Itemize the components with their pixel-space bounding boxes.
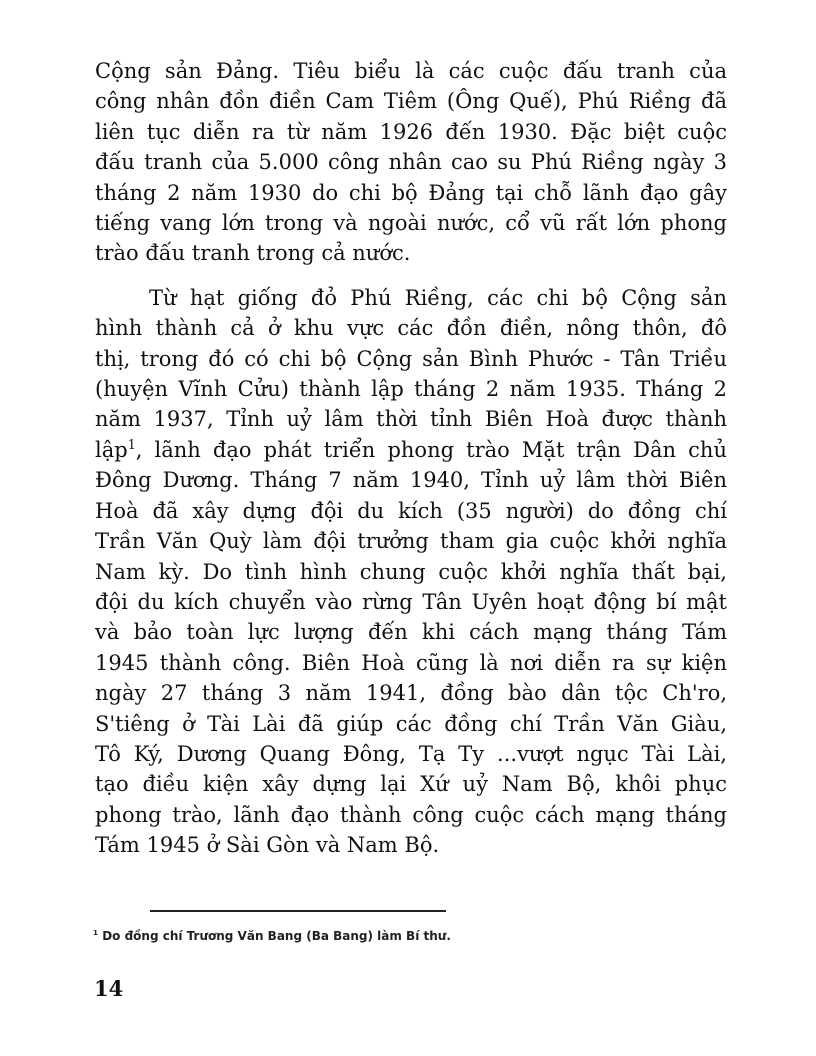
text-line: đấu tranh của 5.000 công nhân cao su Phú Riềng ngày 3 <box>95 150 727 175</box>
text-line: tiếng vang lớn trong và ngoài nước, cổ vũ rất lớn phong <box>95 211 727 236</box>
footnote-reference[interactable]: 1 <box>127 436 136 452</box>
text-line: đội du kích chuyển vào rừng Tân Uyên hoạt động bí mật <box>95 589 727 614</box>
text-fragment: lập <box>95 437 128 462</box>
paragraph-gap <box>95 269 727 283</box>
text-line: Nam kỳ. Do tình hình chung cuộc khởi nghĩa thất bại, <box>95 559 727 584</box>
text-line: tạo điều kiện xây dựng lại Xứ uỷ Nam Bộ, khôi phục <box>95 772 727 797</box>
paragraph-1 <box>95 56 727 269</box>
text-line-with-footnote <box>95 435 727 465</box>
text-line: tháng 2 năm 1930 do chi bộ Đảng tại chỗ lãnh đạo gây <box>95 180 727 205</box>
text-line: hình thành cả ở khu vực các đồn điền, nông thôn, đô <box>95 316 727 341</box>
text-line: phong trào, lãnh đạo thành công cuộc cách mạng tháng <box>95 802 727 827</box>
text-fragment: , lãnh đạo phát triển phong trào Mặt trận Dân chủ <box>135 437 727 462</box>
text-line: Hoà đã xây dựng đội du kích (35 người) do đồng chí <box>95 498 727 523</box>
text-line: thị, trong đó có chi bộ Cộng sản Bình Phước - Tân Triều <box>95 346 727 371</box>
footnote-divider <box>150 910 446 912</box>
text-line: Tô Ký, Dương Quang Đông, Tạ Ty ...vượt ngục Tài Lài, <box>95 741 727 766</box>
text-line: 1945 thành công. Biên Hoà cũng là nơi diễn ra sự kiện <box>95 650 727 675</box>
text-line: liên tục diễn ra từ năm 1926 đến 1930. Đặc biệt cuộc <box>95 119 727 144</box>
text-line: trào đấu tranh trong cả nước. <box>95 241 411 266</box>
text-line: S'tiêng ở Tài Lài đã giúp các đồng chí Trần Văn Giàu, <box>95 711 727 736</box>
text-line: năm 1937, Tỉnh uỷ lâm thời tỉnh Biên Hoà được thành <box>95 407 727 432</box>
text-line: Cộng sản Đảng. Tiêu biểu là các cuộc đấu tranh của <box>95 59 727 83</box>
text-line: Tám 1945 ở Sài Gòn và Nam Bộ. <box>95 833 440 858</box>
footnote-text: Do đồng chí Trương Văn Bang (Ba Bang) làm Bí thư. <box>102 929 451 943</box>
text-line: (huyện Vĩnh Cửu) thành lập tháng 2 năm 1935. Tháng 2 <box>95 377 727 402</box>
body-text <box>95 56 727 861</box>
page-number: 14 <box>94 976 124 1001</box>
text-line: Từ hạt giống đỏ Phú Riềng, các chi bộ Cộng sản <box>149 285 727 310</box>
text-line: Trần Văn Quỳ làm đội trưởng tham gia cuộc khởi nghĩa <box>95 529 727 554</box>
paragraph-2 <box>95 283 727 861</box>
footnote-marker: 1 <box>93 928 99 937</box>
text-line: và bảo toàn lực lượng đến khi cách mạng tháng Tám <box>95 620 727 645</box>
text-line: Đông Dương. Tháng 7 năm 1940, Tỉnh uỷ lâm thời Biên <box>95 468 727 493</box>
footnote <box>93 929 451 943</box>
text-line: công nhân đồn điền Cam Tiêm (Ông Quế), Phú Riềng đã <box>95 89 727 114</box>
text-line: ngày 27 tháng 3 năm 1941, đồng bào dân tộc Ch'ro, <box>95 681 727 706</box>
